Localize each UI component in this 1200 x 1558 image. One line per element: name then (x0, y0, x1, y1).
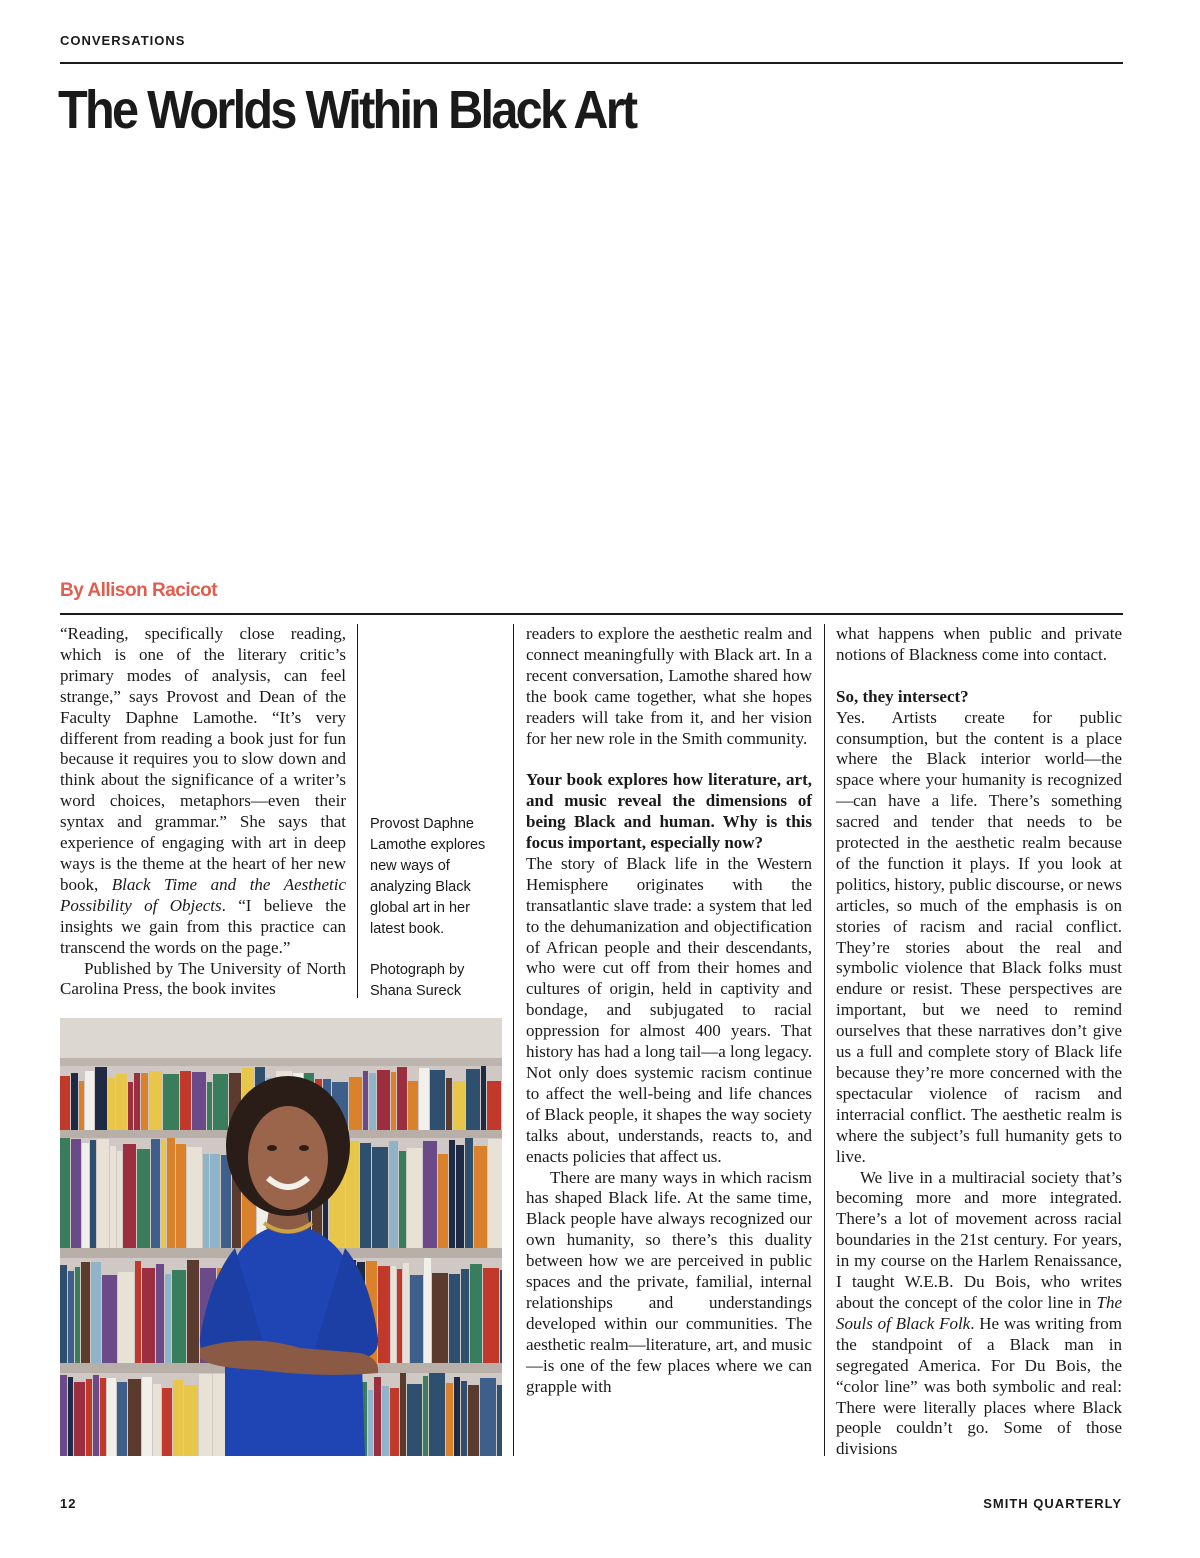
byline-rule (60, 613, 1123, 615)
photo-credit: Photograph by Shana Sureck (370, 962, 465, 1000)
page-number: 12 (60, 1496, 77, 1511)
book-spine (134, 1073, 140, 1130)
book-spine (390, 1388, 399, 1456)
book-spine (419, 1068, 429, 1130)
book-spine (391, 1072, 396, 1130)
book-spine (203, 1154, 209, 1248)
byline: By Allison Racicot (60, 580, 218, 601)
book-spine (187, 1147, 202, 1248)
article-paragraph: “Reading, specifically close reading, which is one of the literary critic’s primary modes of analysis, can feel strange,” says Provost and Dean of the Faculty Daphne Lamothe. “It’s very different from reading a book just for fun because it requires you to slow down and think about the significance of a writer’s word choices, metaphors—even their syntax and grammar.” She says that experience of engaging with art in deep ways is the theme at the heart of her new book, Black Time and the Aesthetic Possibility of Objects. “I believe the insights we gain from this practice can transcend the words on the page.” (60, 624, 346, 957)
book-spine (108, 1078, 115, 1130)
column-divider (824, 624, 825, 1456)
book-spine (151, 1139, 160, 1248)
book-spine (142, 1377, 152, 1456)
book-spine (432, 1273, 448, 1363)
book-spine (423, 1141, 437, 1248)
book-spine (176, 1144, 186, 1248)
book-spine (397, 1067, 407, 1130)
book-spine (75, 1267, 80, 1363)
book-spine (456, 1145, 464, 1248)
book-spine (407, 1148, 422, 1248)
book-spine (187, 1260, 199, 1363)
article-column-2 (526, 624, 812, 1398)
book-spine (470, 1264, 482, 1363)
interview-question: So, they intersect? (836, 686, 969, 706)
book-spine (466, 1069, 480, 1130)
article-column-1 (60, 624, 346, 1000)
book-spine (60, 1138, 70, 1248)
book-spine (374, 1377, 381, 1456)
book-spine (488, 1139, 502, 1248)
article-paragraph: We live in a multiracial society that’s becoming more and more integrated. There’s a lot of movement across racial boundaries in the 21st century. For years, in my course on the Harlem Renaissance, I taught W.E.B. Du Bois, who writes about the concept of the color line in The Souls of Black Folk. He was writing from the standpoint of a Black man in segregated America. For Du Bois, the “color line” was both symbolic and real: There were literally places where Black people couldn’t go. Some of those divisions (836, 1167, 1122, 1459)
portrait-illustration (60, 1018, 502, 1456)
article-paragraph: There are many ways in which racism has shaped Black life. At the same time, Black people have always recognized our own humanity, so there’s this duality between how we are perceived in public spaces and the private, familial, internal relationships and understandings developed within our communities. The aesthetic realm—literature, art, and music—is one of the few places where we can grapple with (526, 1167, 812, 1396)
book-spine (82, 1143, 89, 1248)
book-spine (180, 1071, 191, 1130)
book-spine (173, 1380, 183, 1456)
article-paragraph: The story of Black life in the Western Hemisphere originates with the transatlantic slave trade: a system that led to the dehumanization and objectification of African people and their descendants, who were cut off from their homes and cultures of origin, held in captivity and bondage, and subjugated to racial oppression for almost 400 years. That history has had a long tail—a long legacy. Not only does systemic racism continue to affect the well-being and life chances of Black people, it shapes the way society talks about, understands, reacts to, and enacts policies that affect us. (526, 853, 812, 1166)
book-spine (369, 1073, 376, 1130)
book-spine (97, 1139, 109, 1248)
book-spine (368, 1390, 373, 1456)
book-spine (86, 1379, 92, 1456)
book-spine (207, 1082, 212, 1130)
interview-question: Your book explores how literature, art, and music reveal the dimensions of being Black and human. Why is this focus important, especially now? (526, 770, 812, 853)
book-spine (382, 1386, 389, 1456)
book-spine (184, 1385, 198, 1456)
caption-divider (357, 624, 358, 998)
book-spine (213, 1074, 228, 1130)
book-spine (474, 1146, 487, 1248)
book-spine (449, 1140, 455, 1248)
book-spine (128, 1082, 133, 1130)
article-title: The Worlds Within Black Art (58, 80, 636, 140)
book-spine (453, 1081, 465, 1130)
book-spine (90, 1140, 96, 1248)
article-column-3 (836, 624, 1122, 1460)
book-spine (399, 1151, 406, 1248)
book-spine (446, 1383, 453, 1456)
book-spine (74, 1382, 85, 1456)
book-spine (68, 1377, 73, 1456)
book-spine (68, 1271, 74, 1363)
caption-text: Provost Daphne Lamothe explores new ways of analyzing Black global art in her latest book. (370, 816, 486, 937)
book-spine (397, 1269, 402, 1363)
book-spine (500, 1270, 502, 1363)
book-spine (165, 1274, 171, 1363)
photo-caption (370, 814, 500, 1023)
book-spine (153, 1384, 161, 1456)
book-spine (403, 1263, 409, 1363)
book-spine (424, 1258, 431, 1363)
book-spine (117, 1151, 122, 1248)
book-spine (137, 1149, 150, 1248)
book-spine (461, 1269, 469, 1363)
book-spine (102, 1275, 117, 1363)
book-spine (446, 1078, 452, 1130)
book-spine (110, 1146, 116, 1248)
book-spine (391, 1266, 396, 1363)
book-spine (116, 1074, 127, 1130)
book-spine (118, 1272, 134, 1363)
book-spine (481, 1066, 486, 1130)
book-spine (408, 1081, 418, 1130)
book-title: Black Time and the Aesthetic Possibility of Objects (60, 874, 346, 915)
book-spine (487, 1081, 501, 1130)
book-spine (199, 1374, 212, 1456)
book-spine (372, 1147, 388, 1248)
book-spine (438, 1154, 448, 1248)
article-paragraph: readers to explore the aesthetic realm and connect meaningfully with Black art. In a recent conversation, Lamothe shared how the book came together, what she hopes readers will take from it, and her vision for her new role in the Smith community. (526, 624, 812, 748)
book-spine (497, 1385, 502, 1456)
book-spine (461, 1381, 467, 1456)
book-spine (430, 1070, 445, 1130)
book-title: The Souls of Black Folk (836, 1292, 1122, 1333)
publication-name: SMITH QUARTERLY (983, 1496, 1122, 1511)
book-spine (60, 1076, 70, 1130)
book-spine (135, 1261, 141, 1363)
book-spine (192, 1072, 206, 1130)
book-spine (117, 1382, 127, 1456)
book-spine (454, 1377, 460, 1456)
book-spine (483, 1268, 499, 1363)
book-spine (91, 1262, 101, 1363)
book-spine (81, 1262, 90, 1363)
header-rule (60, 62, 1123, 64)
book-spine (163, 1074, 179, 1130)
book-spine (123, 1144, 136, 1248)
book-spine (60, 1265, 67, 1363)
book-spine (79, 1081, 84, 1130)
book-spine (429, 1373, 445, 1456)
book-spine (167, 1138, 175, 1248)
book-spine (407, 1384, 422, 1456)
book-spine (213, 1374, 227, 1456)
book-spine (349, 1077, 362, 1130)
book-spine (468, 1385, 479, 1456)
book-spine (100, 1378, 106, 1456)
book-spine (128, 1379, 141, 1456)
book-spine (360, 1143, 371, 1248)
article-paragraph: Published by The University of North Carolina Press, the book invites (60, 958, 346, 999)
section-label: CONVERSATIONS (60, 33, 186, 48)
book-spine (95, 1067, 107, 1130)
book-spine (480, 1378, 496, 1456)
book-spine (378, 1266, 390, 1363)
book-spine (85, 1071, 94, 1130)
book-spine (410, 1275, 423, 1363)
book-spine (400, 1373, 406, 1456)
book-spine (141, 1073, 148, 1130)
article-paragraph: what happens when public and private notions of Blackness come into contact. (836, 624, 1122, 664)
book-spine (161, 1139, 166, 1248)
book-spine (210, 1154, 220, 1248)
book-spine (465, 1138, 473, 1248)
book-spine (389, 1141, 398, 1248)
book-spine (449, 1274, 460, 1363)
book-spine (93, 1375, 99, 1456)
article-paragraph: Yes. Artists create for public consumption, but the content is a place where the Black interior world—the space where your humanity is recognized—can have a life. There’s something sacred and tender that needs to be protected in the aesthetic realm because of the function it plays. If you look at politics, history, public discourse, or news articles, so much of the emphasis is on stories of racism and racial conflict. They’re stories about the real and symbolic violence that Black folks must endure or resist. These perspectives are important, but we need to remind ourselves that these narratives don’t give us a full and complete story of Black life because they’re more concerned with the spectacular violence of racism and interracial conflict. The aesthetic realm is where the subject’s full humanity gets to live. (836, 707, 1122, 1166)
book-spine (142, 1268, 155, 1363)
book-spine (71, 1073, 78, 1130)
book-spine (377, 1070, 390, 1130)
book-spine (156, 1264, 164, 1363)
book-spine (363, 1071, 368, 1130)
book-spine (162, 1388, 172, 1456)
book-spine (149, 1071, 162, 1130)
portrait-photo (60, 1018, 502, 1456)
book-spine (71, 1139, 81, 1248)
book-spine (107, 1378, 116, 1456)
book-spine (172, 1270, 186, 1363)
book-spine (60, 1375, 67, 1456)
book-spine (423, 1376, 428, 1456)
column-divider (513, 624, 514, 1456)
